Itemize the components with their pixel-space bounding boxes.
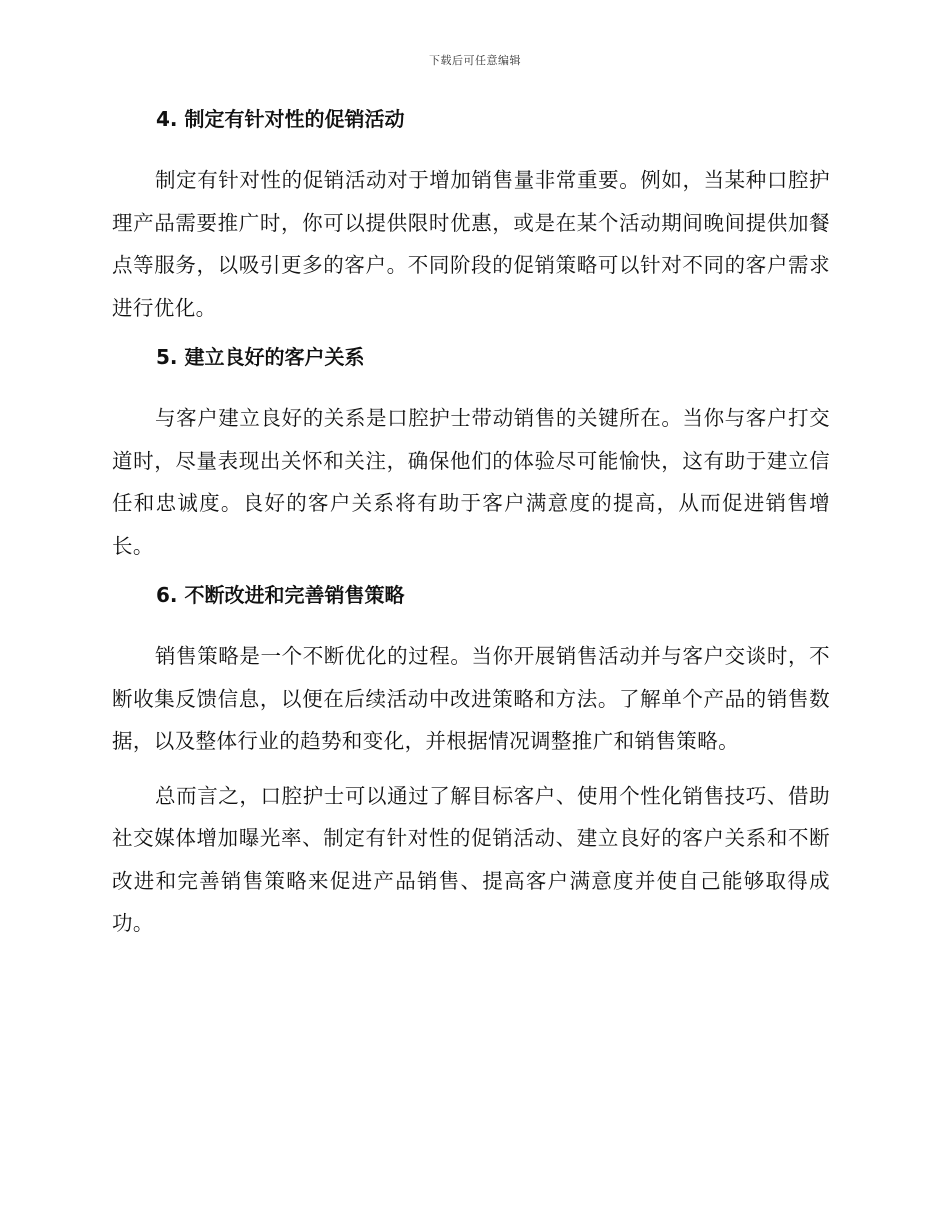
section-paragraph-5: 与客户建立良好的关系是口腔护士带动销售的关键所在。当你与客户打交道时，尽量表现出关怀和关注，确保他们的体验尽可能愉快，这有助于建立信任和忠诚度。良好的客户关系将有助于客户满意度的提高，从而促进销售增长。 xyxy=(112,406,830,558)
header-note: 下载后可任意编辑 xyxy=(429,54,521,67)
document-body xyxy=(112,105,830,957)
section-heading-5: 5. 建立良好的客户关系 xyxy=(156,345,365,369)
section-heading-4: 4. 制定有针对性的促销活动 xyxy=(156,107,405,131)
section-paragraph-6: 销售策略是一个不断优化的过程。当你开展销售活动并与客户交谈时，不断收集反馈信息，以便在后续活动中改进策略和方法。了解单个产品的销售数据，以及整体行业的趋势和变化，并根据情况调整推广和销售策略。 xyxy=(112,644,830,753)
section-paragraph-4: 制定有针对性的促销活动对于增加销售量非常重要。例如，当某种口腔护理产品需要推广时，你可以提供限时优惠，或是在某个活动期间晚间提供加餐点等服务，以吸引更多的客户。不同阶段的促销策略可以针对不同的客户需求进行优化。 xyxy=(112,168,830,320)
conclusion-paragraph: 总而言之，口腔护士可以通过了解目标客户、使用个性化销售技巧、借助社交媒体增加曝光率、制定有针对性的促销活动、建立良好的客户关系和不断改进和完善销售策略来促进产品销售、提高客户满意度并使自己能够取得成功。 xyxy=(112,783,830,935)
section-heading-6: 6. 不断改进和完善销售策略 xyxy=(156,583,405,607)
